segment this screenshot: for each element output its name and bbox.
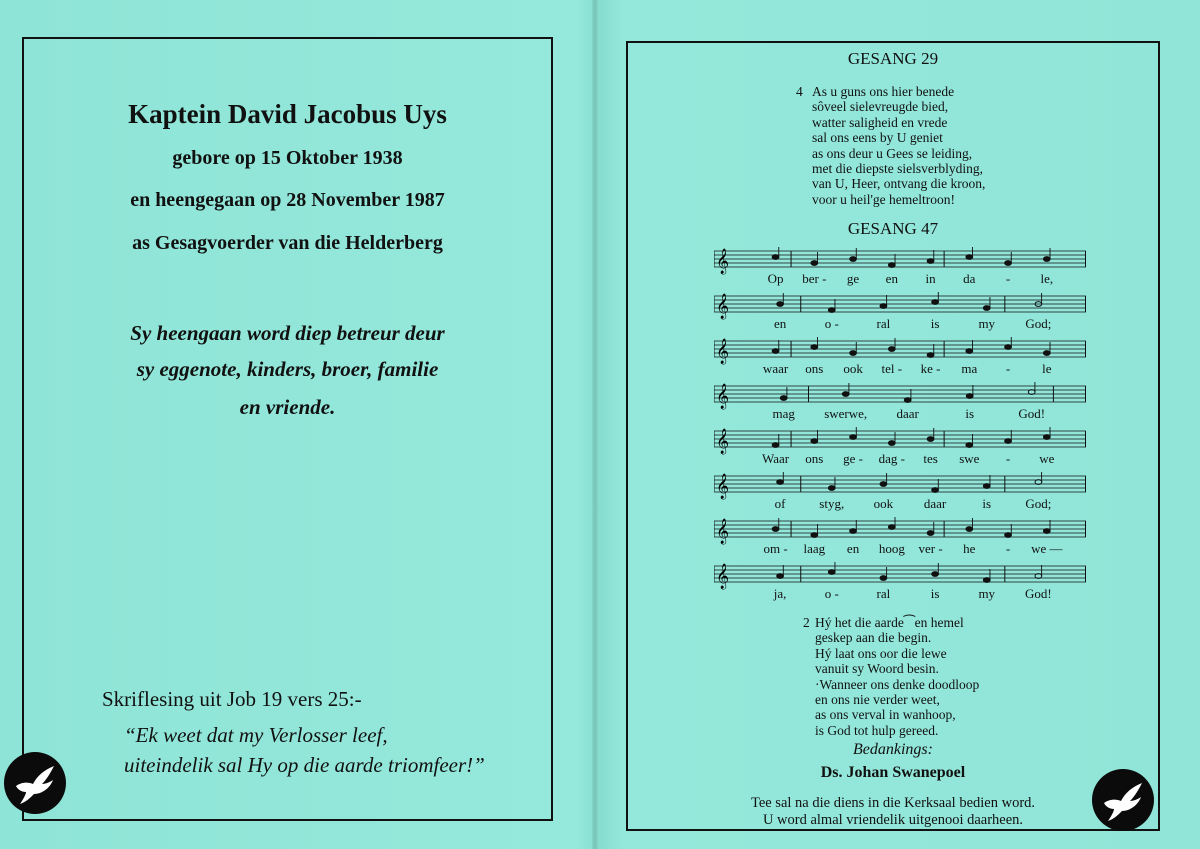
- note-head: [828, 486, 835, 491]
- center-fold: [592, 0, 598, 849]
- note-head: [983, 484, 990, 489]
- lyric-syllable: ber -: [802, 271, 827, 286]
- deceased-name: Kaptein David Jacobus Uys: [128, 99, 447, 129]
- verse-line: watter saligheid en vrede: [812, 114, 948, 130]
- note-head: [927, 259, 934, 264]
- note-head: [772, 527, 779, 532]
- staff-system: [714, 427, 1086, 466]
- dove-icon: [1092, 769, 1154, 831]
- lyric-syllable: we —: [1031, 541, 1063, 556]
- lyric-syllable: waar: [762, 361, 789, 376]
- note-head: [811, 261, 818, 266]
- note-head: [1005, 439, 1012, 444]
- note-head: [932, 488, 939, 493]
- lyric-syllable: ke -: [920, 361, 941, 376]
- note-head: [904, 398, 911, 403]
- lyric-syllable: my: [978, 586, 996, 601]
- scripture-quote-line-1: “Ek weet dat my Verlosser leef,: [124, 723, 388, 747]
- lyric-syllable: laag: [803, 541, 826, 556]
- verse-line: vanuit sy Woord besin.: [815, 661, 939, 677]
- treble-clef-icon: 𝄞: [716, 474, 730, 499]
- verse-line: as ons verval in wanhoop,: [815, 707, 956, 723]
- note-head: [927, 353, 934, 358]
- lyric-syllable: is: [930, 586, 940, 601]
- lyric-syllable: God!: [1018, 406, 1046, 421]
- lyric-syllable: in: [925, 271, 936, 286]
- note-head: [932, 300, 939, 305]
- note-head: [850, 351, 857, 356]
- tribute-line-1: Sy heengaan word diep betreur deur: [130, 321, 445, 345]
- note-head: [772, 349, 779, 354]
- verse-line: geskep aan die begin.: [815, 630, 932, 646]
- note-head: [811, 345, 818, 350]
- footer-line-1: Tee sal na die diens in die Kerksaal bedien word.: [750, 795, 1036, 811]
- note-head: [888, 263, 895, 268]
- lyric-syllable: da: [963, 271, 976, 286]
- hymn-29-verse: [812, 84, 985, 207]
- lyric-syllable: is: [982, 496, 992, 511]
- staff-system: [714, 382, 1086, 421]
- staff-system: [714, 472, 1086, 511]
- note-head: [966, 443, 973, 448]
- lyric-syllable: hoog: [878, 541, 905, 556]
- thanks-name: Ds. Johan Swanepoel: [820, 764, 966, 781]
- lyric-syllable: -: [1005, 451, 1011, 466]
- right-panel: [626, 41, 1160, 831]
- role-line: as Gesagvoerder van die Helderberg: [132, 232, 443, 254]
- note-head: [880, 304, 887, 309]
- hymn-47-title: GESANG 47: [847, 219, 939, 238]
- lyric-syllable: of: [774, 496, 786, 511]
- treble-clef-icon: 𝄞: [716, 339, 730, 364]
- note-head: [927, 437, 934, 442]
- treble-clef-icon: 𝄞: [716, 384, 730, 409]
- note-head: [850, 257, 857, 262]
- lyric-syllable: tes: [923, 451, 938, 466]
- tribute-line-3: en vriende.: [239, 395, 336, 419]
- lyric-syllable: en: [885, 271, 898, 286]
- note-head: [772, 255, 779, 260]
- note-head: [777, 574, 784, 579]
- treble-clef-icon: 𝄞: [716, 294, 730, 319]
- verse-line: en ons nie verder weet,: [815, 692, 940, 708]
- note-head: [811, 533, 818, 538]
- lyric-syllable: en: [846, 541, 860, 556]
- treble-clef-icon: 𝄞: [716, 249, 730, 274]
- verse-line: met die diepste sielsverblyding,: [812, 161, 983, 177]
- birth-line: gebore op 15 Oktober 1938: [172, 147, 403, 169]
- staff-system: [714, 292, 1086, 331]
- note-head: [1043, 529, 1050, 534]
- lyric-syllable: -: [1005, 271, 1011, 286]
- note-head: [1043, 257, 1050, 262]
- dove-icon-left: [4, 752, 66, 814]
- lyric-syllable: ge -: [843, 451, 863, 466]
- lyric-syllable: daar: [896, 406, 919, 421]
- lyric-syllable: ver -: [918, 541, 943, 556]
- note-head: [850, 529, 857, 534]
- note-head: [927, 531, 934, 536]
- treble-clef-icon: 𝄞: [716, 429, 730, 454]
- treble-clef-icon: 𝄞: [716, 519, 730, 544]
- staff-system: [714, 562, 1086, 601]
- lyric-syllable: ons: [805, 451, 824, 466]
- dove-icon: [4, 752, 66, 814]
- lyric-syllable: swerwe,: [824, 406, 868, 421]
- lyric-syllable: is: [965, 406, 975, 421]
- staff-system: [714, 247, 1086, 286]
- lyric-syllable: om -: [763, 541, 788, 556]
- lyric-syllable: ral: [876, 586, 891, 601]
- verse-line: as ons deur u Gees se leiding,: [812, 145, 973, 161]
- hymn-47-verse-number: 2: [803, 615, 810, 630]
- lyric-syllable: ma: [961, 361, 978, 376]
- note-head: [828, 308, 835, 313]
- verse-line: voor u heil'ge hemeltroon!: [812, 191, 956, 207]
- note-head: [777, 480, 784, 485]
- note-head: [1005, 533, 1012, 538]
- staff-system: [714, 337, 1086, 376]
- note-head: [1005, 345, 1012, 350]
- hymn-47-verse: [815, 615, 979, 738]
- lyric-syllable: -: [1005, 361, 1011, 376]
- tribute-line-2: sy eggenote, kinders, broer, familie: [136, 357, 439, 381]
- note-head: [983, 306, 990, 311]
- lyric-syllable: God;: [1025, 496, 1052, 511]
- verse-line: ·Wanneer ons denke doodloop: [815, 676, 980, 692]
- dove-icon-right: [1092, 769, 1154, 831]
- lyric-syllable: is: [930, 316, 940, 331]
- note-head: [966, 394, 973, 399]
- note-head: [983, 578, 990, 583]
- lyric-syllable: we: [1039, 451, 1055, 466]
- note-head: [966, 527, 973, 532]
- note-head: [780, 396, 787, 401]
- lyric-syllable: God!: [1025, 586, 1052, 601]
- lyric-syllable: -: [1005, 541, 1011, 556]
- lyric-syllable: ons: [805, 361, 824, 376]
- note-head: [966, 255, 973, 260]
- left-panel: [22, 37, 553, 821]
- verse-line: van U, Heer, ontvang die kroon,: [812, 176, 986, 192]
- lyric-syllable: ge: [846, 271, 860, 286]
- lyric-syllable: ook: [873, 496, 894, 511]
- lyric-syllable: o -: [824, 316, 839, 331]
- lyric-syllable: he: [963, 541, 976, 556]
- hymn-29-verse-number: 4: [796, 84, 803, 99]
- lyric-syllable: dag -: [878, 451, 905, 466]
- note-head: [772, 443, 779, 448]
- scripture-quote-line-2: uiteindelik sal Hy op die aarde triomfeer!”: [124, 753, 485, 777]
- lyric-syllable: God;: [1025, 316, 1052, 331]
- lyric-syllable: Op: [767, 271, 784, 286]
- lyric-syllable: le: [1042, 361, 1052, 376]
- note-head: [1043, 435, 1050, 440]
- note-head: [888, 347, 895, 352]
- verse-line: Hý laat ons oor die lewe: [815, 645, 947, 661]
- lyric-syllable: swe: [959, 451, 980, 466]
- thanks-heading: Bedankings:: [853, 741, 933, 758]
- verse-line: sôveel sielevreugde bied,: [812, 99, 949, 115]
- lyric-syllable: styg,: [819, 496, 845, 511]
- verse-line: Hý het die aarde⁀en hemel: [815, 615, 964, 630]
- note-head: [777, 302, 784, 307]
- lyric-syllable: ook: [843, 361, 863, 376]
- note-head: [880, 576, 887, 581]
- lyric-syllable: en: [773, 316, 787, 331]
- verse-line: As u guns ons hier benede: [812, 84, 955, 99]
- note-head: [811, 439, 818, 444]
- note-head: [828, 570, 835, 575]
- lyric-syllable: o -: [824, 586, 839, 601]
- scripture-reference: Skriflesing uit Job 19 vers 25:-: [102, 687, 362, 711]
- lyric-syllable: ral: [876, 316, 891, 331]
- death-line: en heengegaan op 28 November 1987: [130, 189, 445, 211]
- note-head: [842, 392, 849, 397]
- lyric-syllable: tel -: [881, 361, 903, 376]
- hymn-29-title: GESANG 29: [847, 49, 939, 68]
- footer-line-2: U word almal vriendelik uitgenooi daarheen.: [762, 812, 1024, 828]
- note-head: [850, 435, 857, 440]
- note-head: [1043, 351, 1050, 356]
- staff-system: [714, 517, 1086, 556]
- verse-line: is God tot hulp gereed.: [815, 722, 939, 738]
- note-head: [966, 349, 973, 354]
- lyric-syllable: mag: [772, 406, 795, 421]
- note-head: [880, 482, 887, 487]
- note-head: [1005, 261, 1012, 266]
- lyric-syllable: le,: [1040, 271, 1054, 286]
- lyric-syllable: ja,: [773, 586, 787, 601]
- note-head: [932, 572, 939, 577]
- lyric-syllable: Waar: [762, 451, 790, 466]
- note-head: [888, 525, 895, 530]
- lyric-syllable: daar: [923, 496, 947, 511]
- treble-clef-icon: 𝄞: [716, 564, 730, 589]
- note-head: [888, 441, 895, 446]
- verse-line: sal ons eens by U geniet: [812, 130, 943, 146]
- lyric-syllable: my: [978, 316, 996, 331]
